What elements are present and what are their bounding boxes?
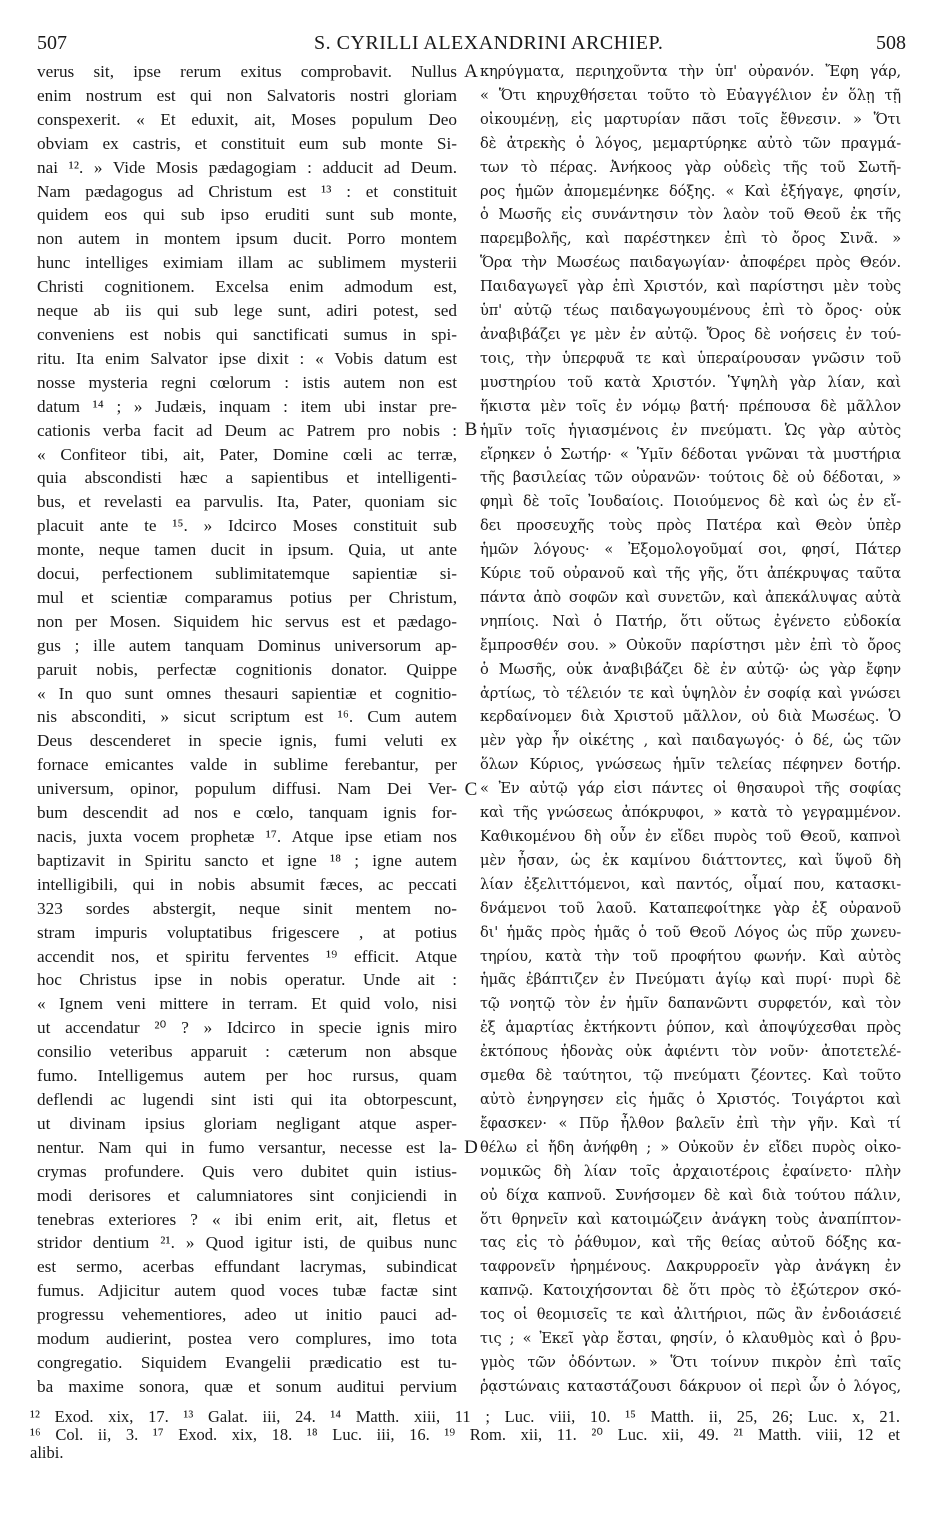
greek-text-line: ταφρονεῖν ἠρημένους. Δακρυρροεῖν γὰρ ἀνάγκη ἐν	[480, 1258, 901, 1276]
greek-text-line: πάντα ἀπὸ σοφῶν καὶ συνετῶν, καὶ ἀπεκάλυψας αὐτὰ	[480, 588, 901, 606]
greek-text-line: Κύριε τοῦ οὐρανοῦ καὶ τῆς γῆς, ὅτι ἀπέκρυψας ταῦτα	[480, 565, 901, 583]
latin-text-line: modum audierint, postea vero complures, imo tota	[37, 1329, 457, 1349]
greek-text-line: γμὸς τῶν ὀδόντων. » Ὅτι τοίνυν πικρὸν ἐπὶ ταῖς	[480, 1353, 901, 1371]
greek-text-line: καὶ τῆς γνώσεως ἀπόκρυφοι, » κατὰ τὸ γεγραμμένον.	[480, 804, 901, 822]
greek-text-line: ἔμπροσθέν σου. » Οὐκοῦν παρίστησι μὲν ἐπὶ τὸ ὄρος	[480, 636, 901, 654]
footnote-line: ¹² Exod. xix, 17. ¹³ Galat. iii, 24. ¹⁴ Matth. xiii, 11 ; Luc. viii, 10. ¹⁵ Matth. ii, 25, 26; Luc. x, 21.	[30, 1408, 900, 1426]
latin-text-line: baptizavit in Spiritu sancto et igne ¹⁸ ; igne autem	[37, 850, 457, 870]
greek-text-line: ἡμᾶς ἐβάπτιζεν ἐν Πνεύματι ἁγίῳ καὶ πυρί· πυρὶ δὲ	[480, 971, 901, 989]
greek-text-line: τῆς βασιλείας τῶν οὐρανῶν· τούτοις δὲ οὐ δέδοται, »	[480, 469, 901, 487]
latin-text-line: 323 sordes abstergit, neque sinit mentem no-	[37, 898, 457, 918]
latin-text-line: intelligibili, qui in nobis absumit fæces, ac peccati	[37, 874, 457, 894]
greek-text-line: ὅτι θρηνεῖν καὶ κατοιμώζειν ἀνάγκη τοὺς ἀναπίπτον-	[480, 1210, 901, 1228]
greek-text-line: λίαν ἐξελιττόμενοι, καὶ παντός, οἶμαί που, κατασκι-	[480, 875, 901, 893]
latin-text-line: quia abscondisti hæc a sapientibus et intelligenti-	[37, 468, 457, 488]
greek-column	[480, 60, 901, 1399]
latin-text-line: crymas profundere. Quis vero dubitet quin istius-	[37, 1161, 457, 1181]
latin-text-line: placuit ante te ¹⁵. » Idcirco Moses constituit sub	[37, 516, 457, 536]
latin-text-line: nosse mysteria regni cœlorum : istis autem non est	[37, 372, 457, 392]
margin-letter-d: D	[464, 1137, 478, 1158]
greek-text-line: κηρύγματα, περιηχοῦντα τὴν ὑπ' οὐρανόν. Ἔφη γάρ,	[480, 63, 901, 80]
greek-text-line: ὁ Μωσῆς εἰς συνάντησιν τὸν λαὸν τοῦ Θεοῦ ἐκ τῆς	[480, 206, 901, 224]
greek-text-line: ὑπ' αὐτῷ τέως παιδαγωγουμένους ἐπὶ τὸ ὄρος· οὐκ	[480, 302, 901, 320]
greek-text-line: τις ; « Ἐκεῖ γὰρ ἔσται, φησίν, ὁ κλαυθμὸς καὶ ὁ βρυ-	[480, 1330, 901, 1348]
latin-text-line: non per Mosen. Siquidem hic servus est et pædago-	[37, 611, 457, 631]
greek-text-line: τῷ νοητῷ τὸν ἐν ἡμῖν δαπανῶντι συρφετόν, καὶ τὸν	[480, 995, 901, 1013]
greek-text-line: θέλω εἰ ἤδη ἀνήφθη ; » Οὐκοῦν ἐν εἴδει πυρὸς οἰκο-	[480, 1138, 901, 1156]
latin-text-line: ba maxime sonora, quæ et sonum auditui pervium	[37, 1376, 457, 1396]
latin-text-line: nacis, juxta vocem prophetæ ¹⁷. Atque ipse etiam nos	[37, 827, 457, 846]
latin-text-line: congregatio. Siquidem Evangelii prædicatio est tu-	[37, 1352, 457, 1372]
page-number-left: 507	[37, 32, 67, 54]
latin-text-line: bus, et revelasti ea parvulis. Ita, Pater, quoniam sic	[37, 492, 457, 512]
latin-text-line: mul et scientiæ comparamus potius per Christum,	[37, 587, 457, 607]
greek-text-line: τας εἰς τὸ ῥάθυμον, καὶ τῆς θείας αὐτοῦ δόξης κα-	[480, 1234, 901, 1252]
footnote-line: alibi.	[30, 1444, 64, 1462]
footnotes	[30, 1408, 900, 1462]
latin-text-line: stridor dentium ²¹. » Quod igitur isti, de quibus nunc	[37, 1233, 457, 1253]
greek-text-line: ἀρτίως, τὸ τέλειόν τε καὶ ὑψηλὸν ἐν σοφίᾳ καὶ γνώσει	[480, 684, 901, 702]
latin-text-line: non autem in montem ipsum ducit. Porro montem	[37, 229, 457, 249]
latin-text-line: progressu vehementiores, adeo ut initio pauci ad-	[37, 1305, 457, 1325]
greek-text-line: ἐκτόπους ἡδονὰς οὐκ ἀφιέντι τὸν νοῦν· ἀποτετελέ-	[480, 1043, 901, 1061]
latin-text-line: nentur. Nam qui in fumo versantur, necesse est la-	[37, 1137, 457, 1157]
greek-text-line: ἡμῶν λόγους· « Ἐξομολογοῦμαί σοι, φησί, Πάτερ	[480, 541, 901, 559]
greek-text-line: « Ἐν αὐτῷ γάρ εἰσι πάντες οἱ θησαυροὶ τῆς σοφίας	[480, 780, 901, 798]
greek-text-line: ἀναβιβάζει γε μὲν ἐν αὐτῷ. Ὄρος δὲ νοήσεις ἐν τού-	[480, 325, 901, 343]
latin-text-line: hunc intelliges eximiam illam ac sublimem mysterii	[37, 253, 457, 273]
latin-text-line: neque ab iis qui sub lege sunt, adiri potest, sed	[37, 301, 457, 321]
latin-text-line: Deus descenderet in specie ignis, fumi veluti ex	[37, 731, 457, 751]
page-number-right: 508	[876, 32, 906, 54]
latin-text-line: « Ignem veni mittere in terram. Et quid volo, nisi	[37, 994, 457, 1014]
latin-text-line: Christi cognitionem. Excelsa enim admodum est,	[37, 277, 457, 297]
footnote-line: ¹⁶ Col. ii, 3. ¹⁷ Exod. xix, 18. ¹⁸ Luc. iii, 16. ¹⁹ Rom. xii, 11. ²⁰ Luc. xii, 49. ²¹ Matth. viii, 12 et	[30, 1426, 900, 1444]
greek-text-line: μὲν ἦσαν, ὡς ἐκ καμίνου διάττοντες, καὶ ὕψοῦ δὴ	[480, 851, 901, 869]
latin-text-line: fumo. Intelligemus autem per hoc rursus, quam	[37, 1066, 457, 1086]
latin-text-line: docui, perfectionem sublimitatemque sapientiæ si-	[37, 564, 457, 584]
latin-text-line: nai ¹². » Vide Mosis pædagogiam : adducit ad Deum.	[37, 157, 457, 177]
greek-text-line: μυστηρίου τοῦ κατὰ Χριστόν. Ὑψηλὴ γὰρ λίαν, καὶ	[480, 373, 901, 391]
latin-text-line: hoc Christus ipse in nobis operatur. Unde ait :	[37, 970, 457, 990]
greek-text-line: μὲν γὰρ ἦν οἰκέτης , καὶ παιδαγωγός· ὁ δέ, ὡς τῶν	[480, 732, 901, 750]
greek-text-line: ρος ἡμῶν ἀπομεμένηκε δόξης. « Καὶ ἐξήγαγε, φησίν,	[480, 182, 901, 200]
greek-text-line: ἐξ ἁμαρτίας ἐκτήκοντι ῥύπον, καὶ ἀποψύχεσθαι πρὸς	[480, 1019, 901, 1037]
latin-text-line: fornace emicantes valde in sublime ferebantur, per	[37, 755, 457, 775]
latin-text-line: paruit nobis, perfectæ cognitionis donator. Quippe	[37, 659, 457, 679]
latin-text-line: est sermo, acerbas effundant lacrymas, subindicat	[37, 1257, 457, 1277]
latin-text-line: conspexerit. « Et eduxit, ait, Moses populum Deo	[37, 109, 457, 129]
greek-text-line: τος οἱ θεομισεῖς τε καὶ ἀλιτήριοι, πῶς ἂν ἐνδοιάσειέ	[480, 1306, 901, 1324]
greek-text-line: αὐτὸ ἐνηργησεν εἰς ἡμᾶς ὁ Χριστός. Τοιγάρτοι καὶ	[480, 1090, 901, 1108]
latin-text-line: enim nostrum est qui non Salvatoris nostri gloriam	[37, 85, 457, 105]
greek-text-line: νηπίοις. Ναὶ ὁ Πατήρ, ὅτι οὕτως ἐγένετο εὐδοκία	[480, 612, 901, 630]
latin-text-line: ritu. Ita enim Salvator ipse dixit : « Vobis datum est	[37, 348, 457, 368]
latin-text-line: datum ¹⁴ ; » Judæis, inquam : item ubi instar pre-	[37, 396, 457, 416]
greek-text-line: ἥκιστα μὲν τοῖς ἐν νόμῳ βατή· πρέπουσα δὲ μᾶλλον	[480, 397, 901, 415]
margin-letter-c: C	[464, 779, 478, 800]
greek-text-line: δει προσευχῆς τοὺς πρὸς Πατέρα καὶ Θεὸν ὑπὲρ	[480, 517, 901, 535]
greek-text-line: ῥᾳστώναις καταστάζουσι δάκρυον οἱ περὶ ὧν ὁ λόγος,	[480, 1377, 901, 1395]
latin-text-line: deflendi ac lugendi sint isti qui ita obtorpescunt,	[37, 1089, 457, 1109]
greek-text-line: Παιδαγωγεῖ γὰρ ἐπὶ Χριστόν, καὶ παρίστησι μὲν τοὺς	[480, 278, 901, 296]
greek-text-line: των τὸ πέρας. Ἀνήκοος γὰρ οὐδεὶς τῆς τοῦ Σωτῆ-	[480, 158, 901, 176]
greek-text-line: εἴρηκεν ὁ Σωτήρ· « Ὑμῖν δέδοται γνῶναι τὰ μυστήρια	[480, 445, 901, 463]
greek-text-line: φημὶ δὲ τοῖς Ἰουδαίοις. Ποιούμενος δὲ καὶ ὡς ἐν εἴ-	[480, 493, 901, 511]
running-title: S. CYRILLI ALEXANDRINI ARCHIEP.	[314, 32, 664, 54]
latin-text-line: ut accendatur ²⁰ ? » Idcirco in specie ignis miro	[37, 1018, 457, 1038]
greek-text-line: παρεμβολῆς, καὶ παρέστηκεν ἐπὶ τὸ ὄρος Σινᾶ. »	[480, 230, 901, 248]
greek-text-line: νομικῶς δὴ λίαν τοῖς ἀρχαιοτέροις ἐφαίνετο· πλὴν	[480, 1162, 901, 1180]
greek-text-line: οἰκουμένῃ, εἰς μαρτυρίαν πᾶσι τοῖς ἔθνεσιν. » Ὅτι	[480, 110, 901, 128]
greek-text-line: τοις, τὴν ὑπερφυᾶ τε καὶ ὑπεραίρουσαν γνῶσιν τοῦ	[480, 349, 901, 367]
greek-text-line: ἔφασκεν· « Πῦρ ἦλθον βαλεῖν ἐπὶ τὴν γῆν. Καὶ τί	[480, 1114, 901, 1132]
latin-column	[37, 60, 457, 1399]
latin-text-line: nis absconditi, » sicut scriptum est ¹⁶. Cum autem	[37, 707, 457, 727]
greek-text-line: ὅλων Κύριος, γνώσεως ἡμῖν τελείας πέφηνεν δοτήρ.	[480, 756, 901, 774]
latin-text-line: gus ; ille autem tanquam Dominus universorum ap-	[37, 635, 457, 655]
margin-letter-b: B	[464, 419, 478, 440]
greek-text-line: οὐ δίχα καπνοῦ. Συνήσομεν δὲ καὶ διὰ τούτου πάλιν,	[480, 1186, 901, 1204]
greek-text-line: καπνῷ. Κατοιχήσονται δὲ ὅτι πρὸς τὸ ἐξώτερον σκό-	[480, 1282, 901, 1300]
greek-text-line: Καθικομένου δὴ οὖν ἐν εἴδει πυρὸς τοῦ Θεοῦ, καπνοὶ	[480, 828, 901, 845]
latin-text-line: « Confiteor tibi, ait, Pater, Domine cœli ac terræ,	[37, 444, 457, 464]
greek-text-line: τηρίου, κατὰ τὴν τοῦ προφήτου φωνήν. Καὶ αὐτὸς	[480, 947, 901, 965]
greek-text-line: ὁ Μωσῆς, οὐκ ἀναβιβάζει δὲ ἐν αὐτῷ· ὡς γὰρ ἔφην	[480, 660, 901, 678]
latin-text-line: « In quo sunt omnes thesauri sapientiæ et cognitio-	[37, 683, 457, 703]
latin-text-line: fumus. Adjicitur autem quod voces tubæ factæ sint	[37, 1281, 457, 1301]
latin-text-line: accendit nos, et spiritu ferventes ¹⁹ efficit. Atque	[37, 946, 457, 966]
latin-text-line: Nam pædagogus ad Christum est ¹³ : et constituit	[37, 181, 457, 201]
latin-text-line: monte, neque tamen ducit in ipsum. Quia, ut ante	[37, 540, 457, 560]
greek-text-line: δὲ ἀτρεκὴς ὁ λόγος, μεμαρτύρηκε αὐτὸ τῶν πραγμά-	[480, 134, 901, 152]
greek-text-line: δνάμενοι τοῦ λαοῦ. Καταπεφοίτηκε γὰρ ἐξ οὐρανοῦ	[480, 899, 901, 917]
latin-text-line: universum, opinor, populum diffusi. Nam Dei Ver-	[37, 779, 457, 799]
latin-text-line: cationis verba facit ad Deum ac Patrem pro nobis :	[37, 420, 457, 440]
latin-text-line: consilio veteribus apparuit : cæterum non absque	[37, 1042, 457, 1062]
margin-letter-a: A	[464, 61, 478, 82]
latin-text-line: conveniens est nobis qui sanctificati sumus in spi-	[37, 324, 457, 344]
greek-text-line: « Ὅτι κηρυχθήσεται τοῦτο τὸ Εὐαγγέλιον ἐν ὅλῃ τῇ	[480, 86, 901, 104]
latin-text-line: verus sit, ipse rerum exitus comprobavit. Nullus	[37, 62, 457, 81]
greek-text-line: Ὅρα τὴν Μωσέως παιδαγωγίαν· ἀποφέρει πρὸς Θεόν.	[480, 254, 901, 272]
latin-text-line: quidem eos qui sub ipso eruditi sunt sub monte,	[37, 205, 457, 225]
greek-text-line: κερδαίνομεν διὰ Χριστοῦ μᾶλλον, οὐ διὰ Μωσέως. Ὁ	[480, 708, 901, 726]
latin-text-line: obviam ex castris, et constituit eum sub monte Si-	[37, 133, 457, 153]
greek-text-line: δι' ἡμᾶς πρὸς ἡμᾶς ὁ τοῦ Θεοῦ Λόγος ὡς πῦρ χωνευ-	[480, 923, 901, 941]
latin-text-line: ut divinam ipsius gloriam negligant atque asper-	[37, 1113, 457, 1133]
greek-text-line: ἡμῖν τοῖς ἡγιασμένοις ἐν πνεύματι. Ὡς γὰρ αὐτὸς	[480, 421, 901, 439]
latin-text-line: bum descendit ad nos e cœlo, tanquam ignis for-	[37, 803, 457, 823]
latin-text-line: stram impuris voluptatibus frigescere , at potius	[37, 922, 457, 942]
latin-text-line: tenebras exteriores ? « ibi enim erit, ait, fletus et	[37, 1209, 457, 1229]
greek-text-line: σμεθα δὲ ταύτητοι, τῷ πνεύματι ζέοντες. Καὶ τοῦτο	[480, 1067, 901, 1085]
latin-text-line: modi derisores et calumniatores sint conjiciendi in	[37, 1185, 457, 1205]
